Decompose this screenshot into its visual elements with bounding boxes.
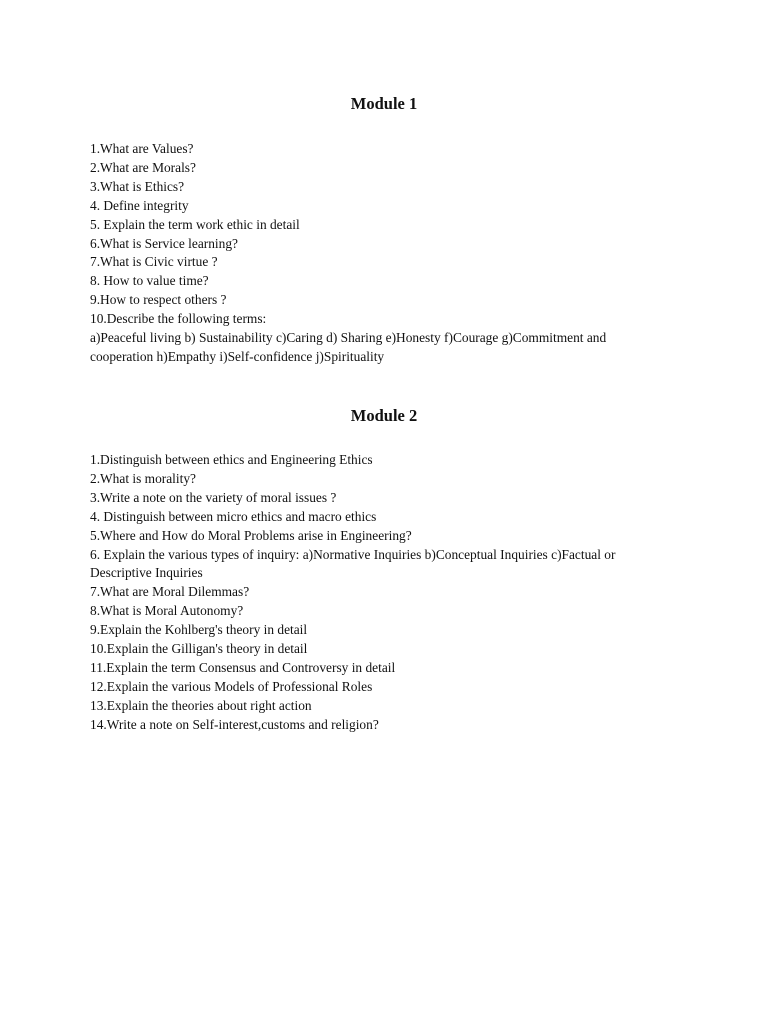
module-1-question: 2.What are Morals?	[90, 159, 196, 175]
module-1-question: 3.What is Ethics?	[90, 178, 185, 194]
module-2-question: 3.Write a note on the variety of moral issues ?	[90, 489, 337, 505]
module-1-question: 10.Describe the following terms:	[90, 311, 267, 327]
module-1-question: a)Peaceful living b) Sustainability c)Caring d) Sharing e)Honesty f)Courage g)Commitment and cooperation h)Empathy i)Self-confidence j)Spirituality	[90, 330, 607, 364]
module-2-question: 7.What are Moral Dilemmas?	[90, 584, 250, 600]
module-1-question: 7.What is Civic virtue ?	[90, 254, 218, 270]
module-2-question: 5.Where and How do Moral Problems arise in Engineering?	[90, 527, 412, 543]
module-1-question: 5. Explain the term work ethic in detail	[90, 216, 300, 232]
module-1-question-list	[90, 140, 650, 367]
module-1-question: 4. Define integrity	[90, 197, 189, 213]
module-2-question: 14.Write a note on Self-interest,customs and religion?	[90, 716, 379, 732]
module-2-question: 1.Distinguish between ethics and Engineering Ethics	[90, 452, 373, 467]
module-2-question: 8.What is Moral Autonomy?	[90, 603, 244, 619]
module-1-question: 8. How to value time?	[90, 273, 209, 289]
module-2-question: 2.What is morality?	[90, 470, 196, 486]
module-2-question: 4. Distinguish between micro ethics and macro ethics	[90, 508, 377, 524]
module-2-question-list	[90, 451, 650, 735]
module-1-question: 9.How to respect others ?	[90, 292, 227, 308]
module-2-question: 11.Explain the term Consensus and Controversy in detail	[90, 659, 396, 675]
module-2-question: 12.Explain the various Models of Professional Roles	[90, 678, 373, 694]
module-2-question: 9.Explain the Kohlberg's theory in detail	[90, 622, 308, 638]
module-2-title: Module 2	[350, 406, 418, 425]
module-1-question: 1.What are Values?	[90, 141, 194, 156]
module-2-question: 6. Explain the various types of inquiry: a)Normative Inquiries b)Conceptual Inquiries c)Factual or Descriptive Inquiries	[90, 546, 616, 581]
module-2-question: 13.Explain the theories about right action	[90, 697, 312, 713]
module-1-title: Module 1	[350, 94, 418, 113]
module-1-question: 6.What is Service learning?	[90, 235, 238, 251]
module-2-question: 10.Explain the Gilligan's theory in detail	[90, 641, 308, 657]
